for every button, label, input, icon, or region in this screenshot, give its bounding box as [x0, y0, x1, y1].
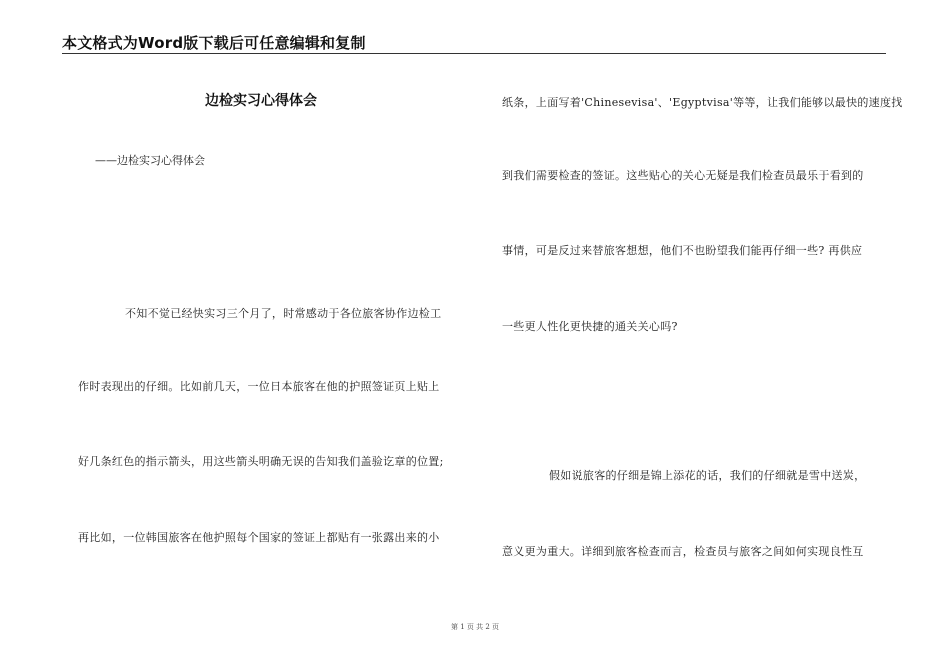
document-banner: 本文格式为Word版下载后可任意编辑和复制 [62, 34, 366, 52]
right-paragraph-line: 纸条，上面写着'Chinesevisa'、'Egyptvisa'等等，让我们能够以最快的速度找 [502, 96, 903, 109]
left-paragraph-line: 不知不觉已经快实习三个月了，时常感动于各位旅客协作边检工 [125, 307, 442, 320]
right-paragraph-line: 到我们需要检查的签证。这些贴心的关心无疑是我们检查员最乐于看到的 [502, 169, 864, 182]
left-paragraph-line: 再比如，一位韩国旅客在他护照每个国家的签证上都贴有一张露出来的小 [78, 531, 440, 544]
document-title: 边检实习心得体会 [205, 93, 317, 109]
right-paragraph-line: 一些更人性化更快捷的通关关心吗? [502, 320, 678, 333]
right-paragraph-line: 事情，可是反过来替旅客想想，他们不也盼望我们能再仔细一些? 再供应 [502, 244, 863, 257]
header-divider [62, 53, 886, 54]
right-paragraph-line: 意义更为重大。详细到旅客检查而言，检查员与旅客之间如何实现良性互 [502, 545, 864, 558]
page-number: 第 1 页 共 2 页 [450, 623, 500, 631]
left-paragraph-line: 好几条红色的指示箭头，用这些箭头明确无误的告知我们盖验讫章的位置; [78, 455, 444, 468]
left-paragraph-line: 作时表现出的仔细。比如前几天，一位日本旅客在他的护照签证页上贴上 [78, 380, 440, 393]
right-paragraph-line: 假如说旅客的仔细是锦上添花的话，我们的仔细就是雪中送炭， [549, 469, 866, 482]
document-subtitle: ——边检实习心得体会 [95, 154, 205, 167]
